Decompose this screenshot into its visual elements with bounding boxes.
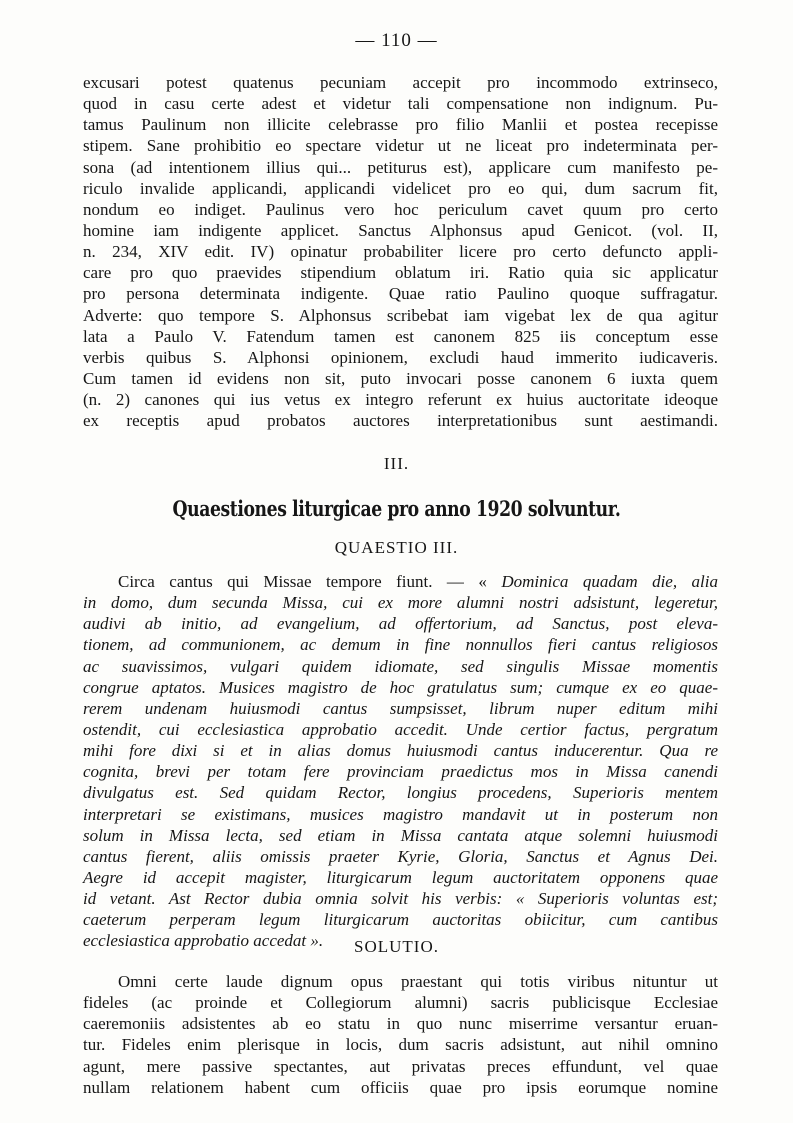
text-line: rerem undenam huiusmodi cantus sumpsisset, librum nuper editum mihi — [83, 698, 718, 718]
question-quote-start: Dominica quadam die, alia — [501, 572, 718, 591]
paragraph-previous-question — [83, 72, 718, 431]
text-line: congrue aptatos. Musices magistro de hoc gratulatus sum; cumque ex eo quae- — [83, 677, 718, 697]
text-line: homine iam indigente applicet. Sanctus Alphonsus apud Genicot. (vol. II, — [83, 220, 718, 240]
page-number: — 110 — — [355, 30, 438, 51]
text-line: mihi fore dixi si et in alias domus huiusmodi cantus inducerentur. Qua re — [83, 741, 718, 761]
text-line: solum in Missa lecta, sed etiam in Missa cantata atque solemni huiusmodi — [83, 825, 718, 845]
question-first-line — [83, 571, 718, 592]
text-line: cognita, brevi per totam fere provinciam praedictus mos in Missa canendi — [83, 762, 718, 782]
text-line: quod in casu certe adest et videtur tali compensatione non indignum. Pu- — [83, 94, 718, 114]
question-heading: QUAESTIO III. — [334, 538, 459, 557]
section-number: III. — [383, 454, 410, 473]
text-line: Omni certe laude dignum opus praestant qui totis viribus nituntur ut — [118, 972, 718, 991]
solution-heading: SOLUTIO. — [354, 937, 439, 956]
text-line: pro persona determinata indigente. Quae ratio Paulino quoque suffragatur. — [83, 284, 718, 304]
text-line: Adverte: quo tempore S. Alphonsus scribebat iam vigebat lex de qua agitur — [83, 305, 718, 325]
text-line: verbis quibus S. Alphonsi opinionem, excludi haud immerito iudicaveris. — [83, 347, 718, 367]
text-line: care pro quo praevides stipendium oblatum iri. Ratio quia sic applicatur — [83, 263, 718, 283]
text-line: (n. 2) canones qui ius vetus ex integro referunt ex huius auctoritate ideoque — [83, 390, 718, 410]
text-line: nondum eo indiget. Paulinus vero hoc periculum cavet quum pro certo — [83, 199, 718, 219]
text-line: ac suavissimos, vulgari quidem idiomate, sed singulis Missae momentis — [83, 656, 718, 676]
text-line: interpretari se existimans, musices magistro mandavit ut in posterum non — [83, 804, 718, 824]
text-line: tionem, ad communionem, ac demum in fine nonnullos fieri cantus religiosos — [83, 635, 718, 655]
text-line: ostendit, cui ecclesiastica approbatio accedit. Unde certior factus, pergratum — [83, 719, 718, 739]
text-line: sona (ad intentionem illius qui... petiturus est), applicare cum manifesto pe- — [83, 157, 718, 177]
text-line: excusari potest quatenus pecuniam accepit pro incommodo extrinseco, — [83, 73, 718, 92]
question-text — [83, 571, 718, 952]
text-line: tamus Paulinum non illicite celebrasse pro filio Manlii et postea recepisse — [83, 115, 718, 135]
text-line: agunt, mere passive spectantes, aut privatas preces effundunt, vel quae — [83, 1056, 718, 1076]
text-line: caeremoniis adsistentes ab eo statu in quo nunc miserrime versantur eruan- — [83, 1014, 718, 1034]
text-line: n. 234, XIV edit. IV) opinatur probabiliter licere pro certo defuncto appli- — [83, 242, 718, 262]
text-line: caeterum perperam legum liturgicarum auctoritas obiicitur, cum cantibus — [83, 910, 718, 930]
text-line: in domo, dum secunda Missa, cui ex more alumni nostri adsistunt, legeretur, — [83, 593, 718, 613]
text-line: lata a Paulo V. Fatendum tamen est canonem 825 iis conceptum esse — [83, 326, 718, 346]
section-title: Quaestiones liturgicae pro anno 1920 solvuntur. — [172, 496, 621, 521]
text-line: Cum tamen id evidens non sit, puto invocari posse canonem 6 iuxta quem — [83, 368, 718, 388]
text-line: ecclesiastica approbatio accedat ». — [83, 931, 324, 951]
text-line: riculo invalide applicandi, applicandi videlicet pro eo qui, dum sacrum fit, — [83, 178, 718, 198]
text-line: tur. Fideles enim plerisque in locis, dum sacris adsistunt, aut nihil omnino — [83, 1035, 718, 1055]
text-line: audivi ab initio, ad evangelium, ad offertorium, ad Sanctus, post eleva- — [83, 614, 718, 634]
text-line: divulgatus est. Sed quidam Rector, longius procedens, Superioris mentem — [83, 783, 718, 803]
text-line: ex receptis apud probatos auctores interpretationibus sunt aestimandi. — [83, 411, 718, 431]
text-line: Aegre id accepit magister, liturgicarum legum auctoritatem opponens quae — [83, 867, 718, 887]
solution-text — [83, 971, 718, 1098]
question-intro: Circa cantus qui Missae tempore fiunt. — « — [118, 572, 502, 591]
text-line: cantus fierent, aliis omissis praeter Kyrie, Gloria, Sanctus et Agnus Dei. — [83, 846, 718, 866]
text-line: id vetant. Ast Rector dubia omnia solvit his verbis: « Superioris voluntas est; — [83, 889, 718, 909]
text-line: fideles (ac proinde et Collegiorum alumni) sacris publicisque Ecclesiae — [83, 993, 718, 1013]
text-line: nullam relationem habent cum officiis quae pro ipsis eorumque nomine — [83, 1077, 718, 1097]
text-line: stipem. Sane prohibitio eo spectare videtur ut ne liceat pro indeterminata per- — [83, 136, 718, 156]
